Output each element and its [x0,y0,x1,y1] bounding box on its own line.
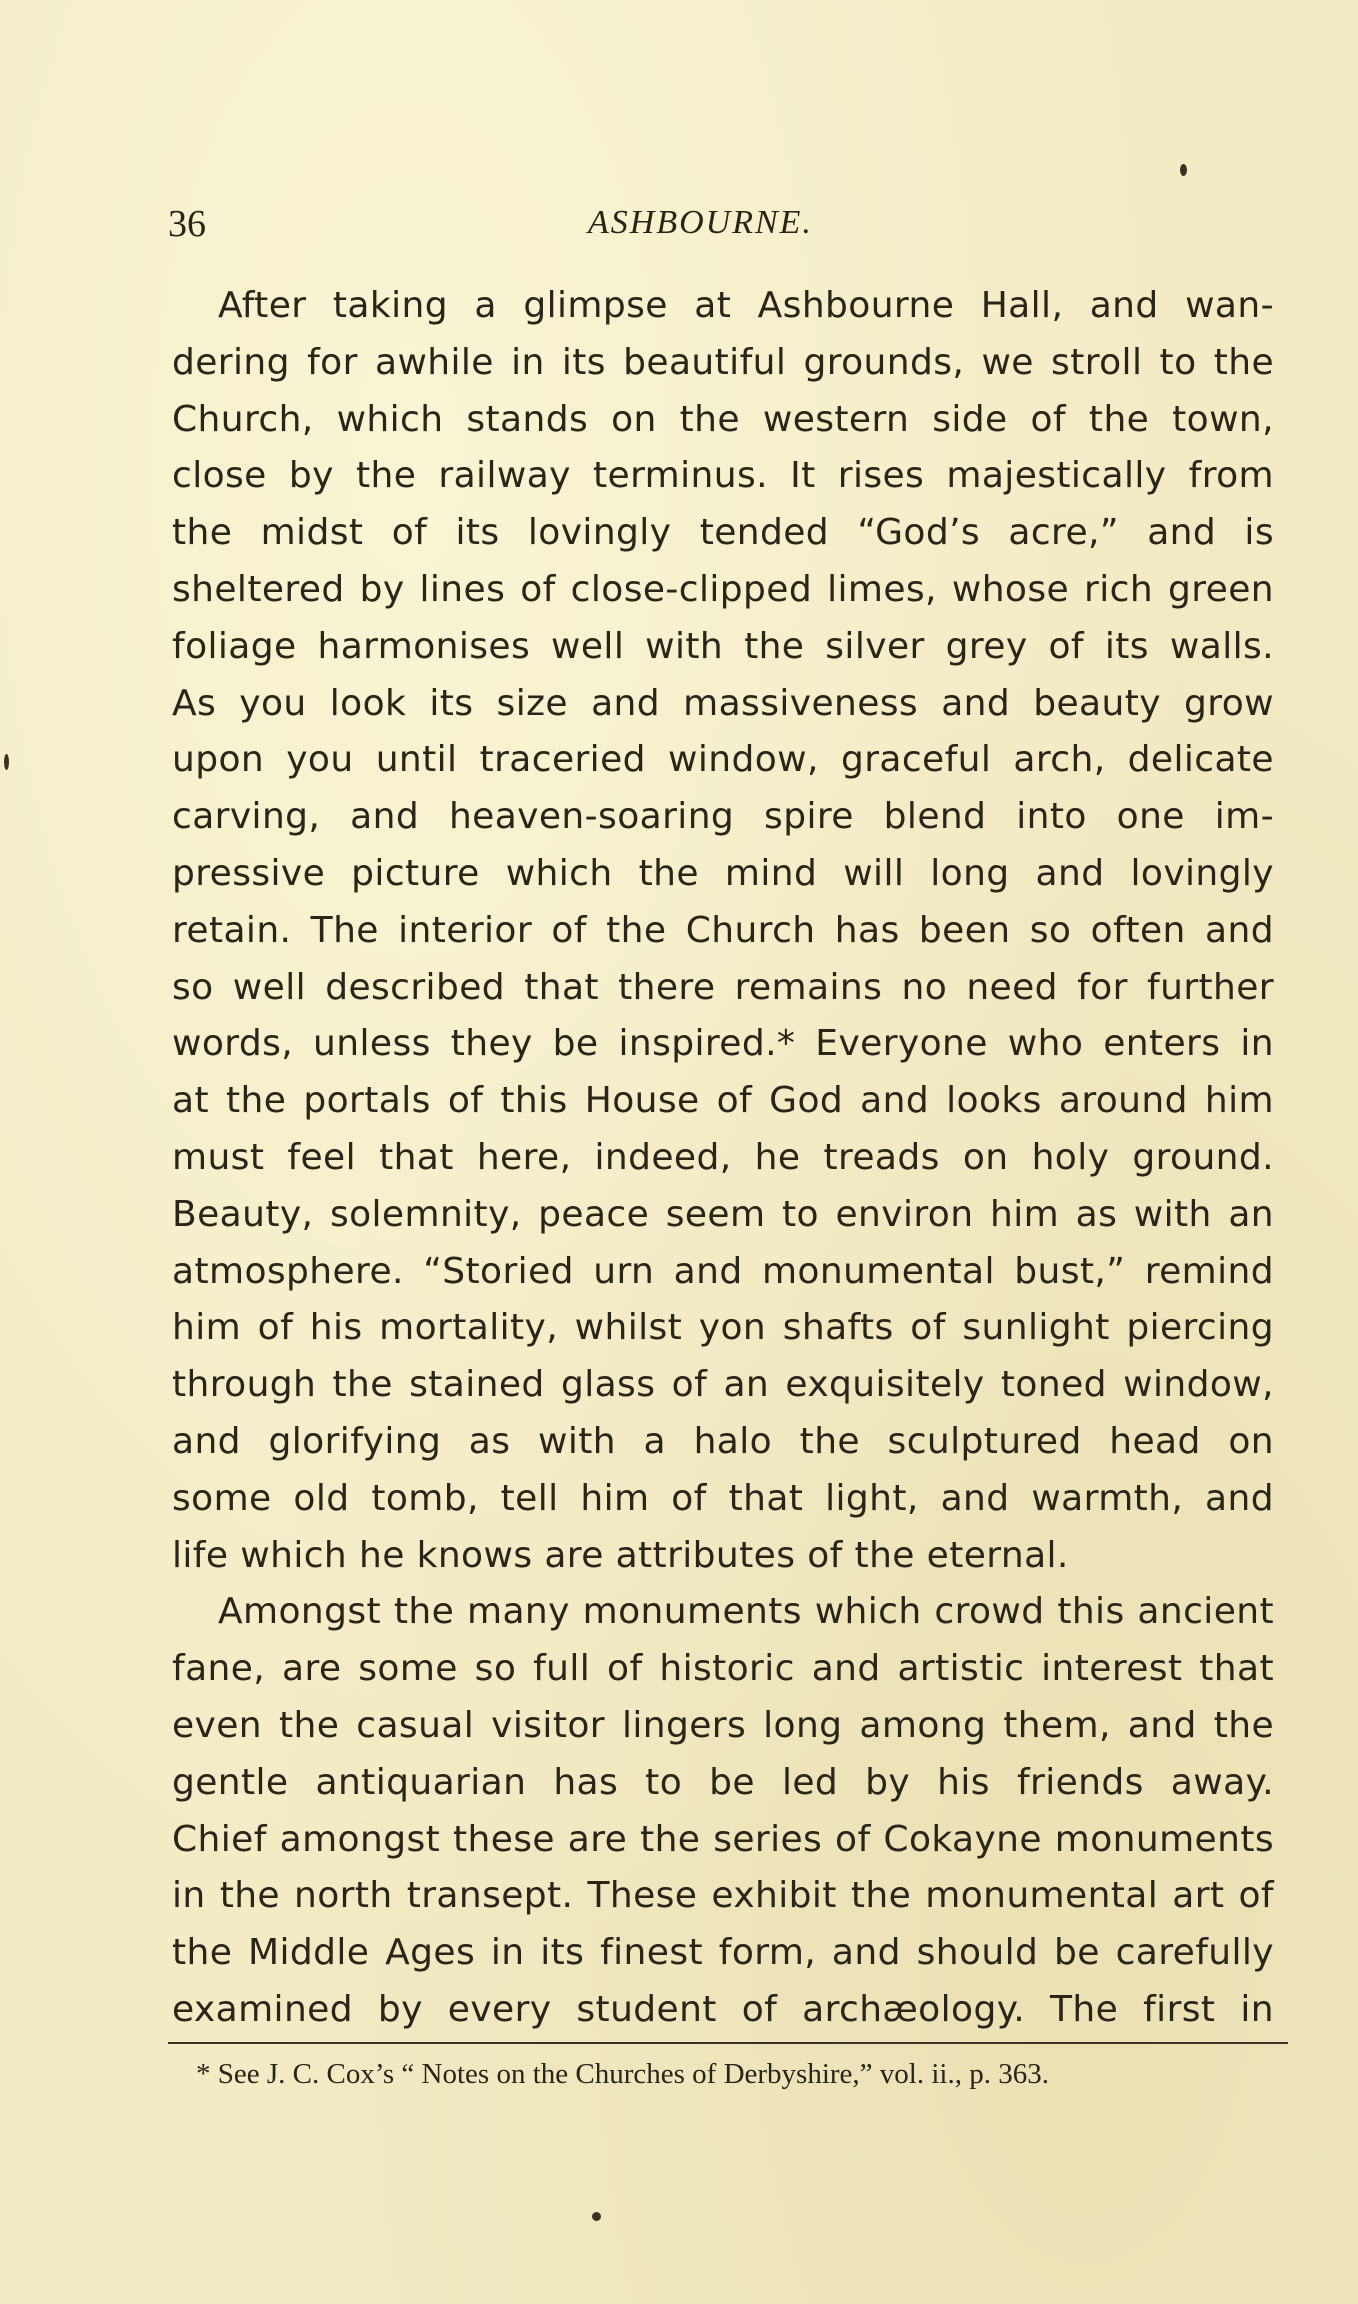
text-line: gentle antiquarian has to be led by his friends away. [172,1761,1274,1803]
text-line: Amongst the many monuments which crowd this ancient [218,1591,1274,1633]
text-line: After taking a glimpse at Ashbourne Hall, and wan- [218,285,1274,326]
text-line: life which he knows are attributes of the eternal. [172,1534,1069,1576]
text-line: words, unless they be inspired.* Everyone who enters in [172,1023,1274,1065]
text-line: Church, which stands on the western side of the town, [172,398,1274,440]
paragraph-1 [172,278,1274,1584]
paragraph-2 [172,1584,1274,2038]
text-line: through the stained glass of an exquisitely toned window, [172,1364,1274,1406]
text-line: the Middle Ages in its finest form, and should be carefully [172,1932,1274,1974]
ink-speck [1180,164,1187,176]
text-line: fane, are some so full of historic and artistic interest that [172,1648,1274,1690]
text-line: As you look its size and massiveness and beauty grow [172,682,1274,724]
body-text [172,278,1274,2039]
text-line: pressive picture which the mind will long and lovingly [172,852,1274,894]
ink-speck [592,2212,601,2221]
page-number: 36 [168,203,206,245]
footnote: * See J. C. Cox’s “ Notes on the Churches of Derbyshire,” vol. ii., p. 363. [196,2058,1049,2090]
footnote-rule [168,2042,1288,2044]
text-line: dering for awhile in its beautiful grounds, we stroll to the [172,341,1274,383]
text-line: Beauty, solemnity, peace seem to environ him as with an [172,1193,1274,1235]
page-title: ASHBOURNE. [588,204,813,241]
text-line: in the north transept. These exhibit the monumental art of [172,1875,1274,1917]
text-line: close by the railway terminus. It rises majestically from [172,455,1274,497]
text-line: so well described that there remains no need for further [172,966,1274,1008]
ink-speck [4,754,9,770]
text-line: sheltered by lines of close-clipped limes, whose rich green [172,568,1274,610]
text-line: must feel that here, indeed, he treads on holy ground. [172,1136,1274,1178]
text-line: some old tomb, tell him of that light, and warmth, and [172,1477,1274,1519]
text-line: carving, and heaven-soaring spire blend into one im- [172,796,1274,838]
text-line: at the portals of this House of God and looks around him [172,1080,1274,1122]
text-line: foliage harmonises well with the silver grey of its walls. [172,625,1274,667]
text-line: upon you until traceried window, graceful arch, delicate [172,739,1274,781]
text-line: the midst of its lovingly tended “God’s acre,” and is [172,512,1274,554]
text-line: him of his mortality, whilst yon shafts of sunlight piercing [172,1307,1274,1349]
text-line: atmosphere. “Storied urn and monumental bust,” remind [172,1250,1274,1292]
text-line: even the casual visitor lingers long among them, and the [172,1704,1274,1746]
text-line: examined by every student of archæology. The first in [172,1988,1274,2030]
text-line: and glorifying as with a halo the sculptured head on [172,1420,1274,1462]
text-line: retain. The interior of the Church has been so often and [172,909,1274,951]
text-line: Chief amongst these are the series of Cokayne monuments [172,1818,1274,1860]
running-head [168,196,1278,256]
